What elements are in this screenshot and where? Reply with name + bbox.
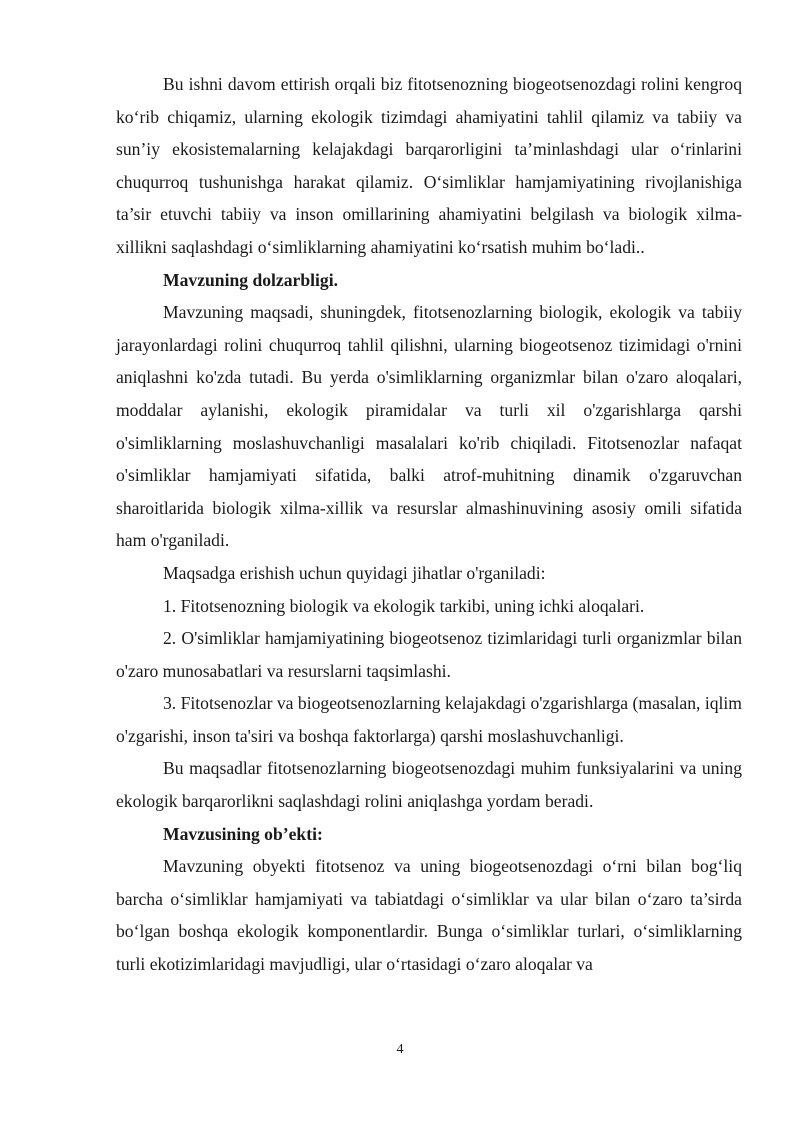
heading-object: Mavzusining ob’ekti: — [163, 823, 323, 844]
list-item-1: 1. Fitotsenozning biologik va ekologik tarkibi, uning ichki aloqalari. — [163, 595, 645, 616]
paragraph-intro: Bu ishni davom ettirish orqali biz fitotsenozning biogeotsenozdagi rolini kengroq ko‘rib chiqamiz, ularning ekologik tizimdagi ahamiyatini tahlil qilamiz va tabiiy va sun’iy ekosistemalarning kelajakdagi barqarorligini ta’minlashdagi ular o‘rinlarini chuqurroq tushunishga harakat qilamiz. O‘simliklar hamjamiyatining rivojlanishiga ta’sir etuvchi tabiiy va inson omillarining ahamiyatini belgilash va biologik xilma-xillikni saqlashdagi o‘simliklarning ahamiyatini ko‘rsatish muhim bo‘ladi.. — [116, 74, 742, 257]
paragraph-aims-intro: Maqsadga erishish uchun quyidagi jihatlar o'rganiladi: — [163, 562, 546, 583]
page-body — [116, 68, 742, 981]
list-item-3: 3. Fitotsenozlar va biogeotsenozlarning kelajakdagi o'zgarishlarga (masalan, iqlim o'zgarishi, inson ta'siri va boshqa faktorlarga) qarshi moslashuvchanligi. — [116, 693, 742, 746]
paragraph-aims-summary: Bu maqsadlar fitotsenozlarning biogeotsenozdagi muhim funksiyalarini va uning ekologik barqarorlikni saqlashdagi rolini aniqlashga yordam beradi. — [116, 758, 742, 812]
paragraph-object: Mavzuning obyekti fitotsenoz va uning biogeotsenozdagi o‘rni bilan bog‘liq barcha o‘simliklar hamjamiyati va tabiatdagi o‘simliklar va ular bilan o‘zaro ta’sirda bo‘lgan boshqa ekologik komponentlardir. Bunga o‘simliklar turlari, o‘simliklarning turli ekotizimlaridagi mavjudligi, ular o‘rtasidagi o‘zaro aloqalar va — [116, 856, 742, 975]
page-number: 4 — [396, 1042, 404, 1057]
heading-relevance: Mavzuning dolzarbligi. — [163, 269, 338, 290]
list-item-2: 2. O'simliklar hamjamiyatining biogeotsenoz tizimlaridagi turli organizmlar bilan o'zaro munosabatlari va resurslarni taqsimlashi. — [116, 628, 742, 681]
paragraph-relevance: Mavzuning maqsadi, shuningdek, fitotsenozlarning biologik, ekologik va tabiiy jarayonlardagi rolini chuqurroq tahlil qilishni, ularning biogeotsenoz tizimidagi o'rnini aniqlashni ko'zda tutadi. Bu yerda o'simliklarning organizmlar bilan o'zaro aloqalari, moddalar aylanishi, ekologik piramidalar va turli xil o'zgarishlarga qarshi o'simliklarning moslashuvchanligi masalalari ko'rib chiqiladi. Fitotsenozlar nafaqat o'simliklar hamjamiyati sifatida, balki atrof-muhitning dinamik o'zgaruvchan sharoitlarida biologik xilma-xillik va resurslar almashinuvining asosiy omili sifatida ham o'rganiladi. — [116, 302, 742, 551]
